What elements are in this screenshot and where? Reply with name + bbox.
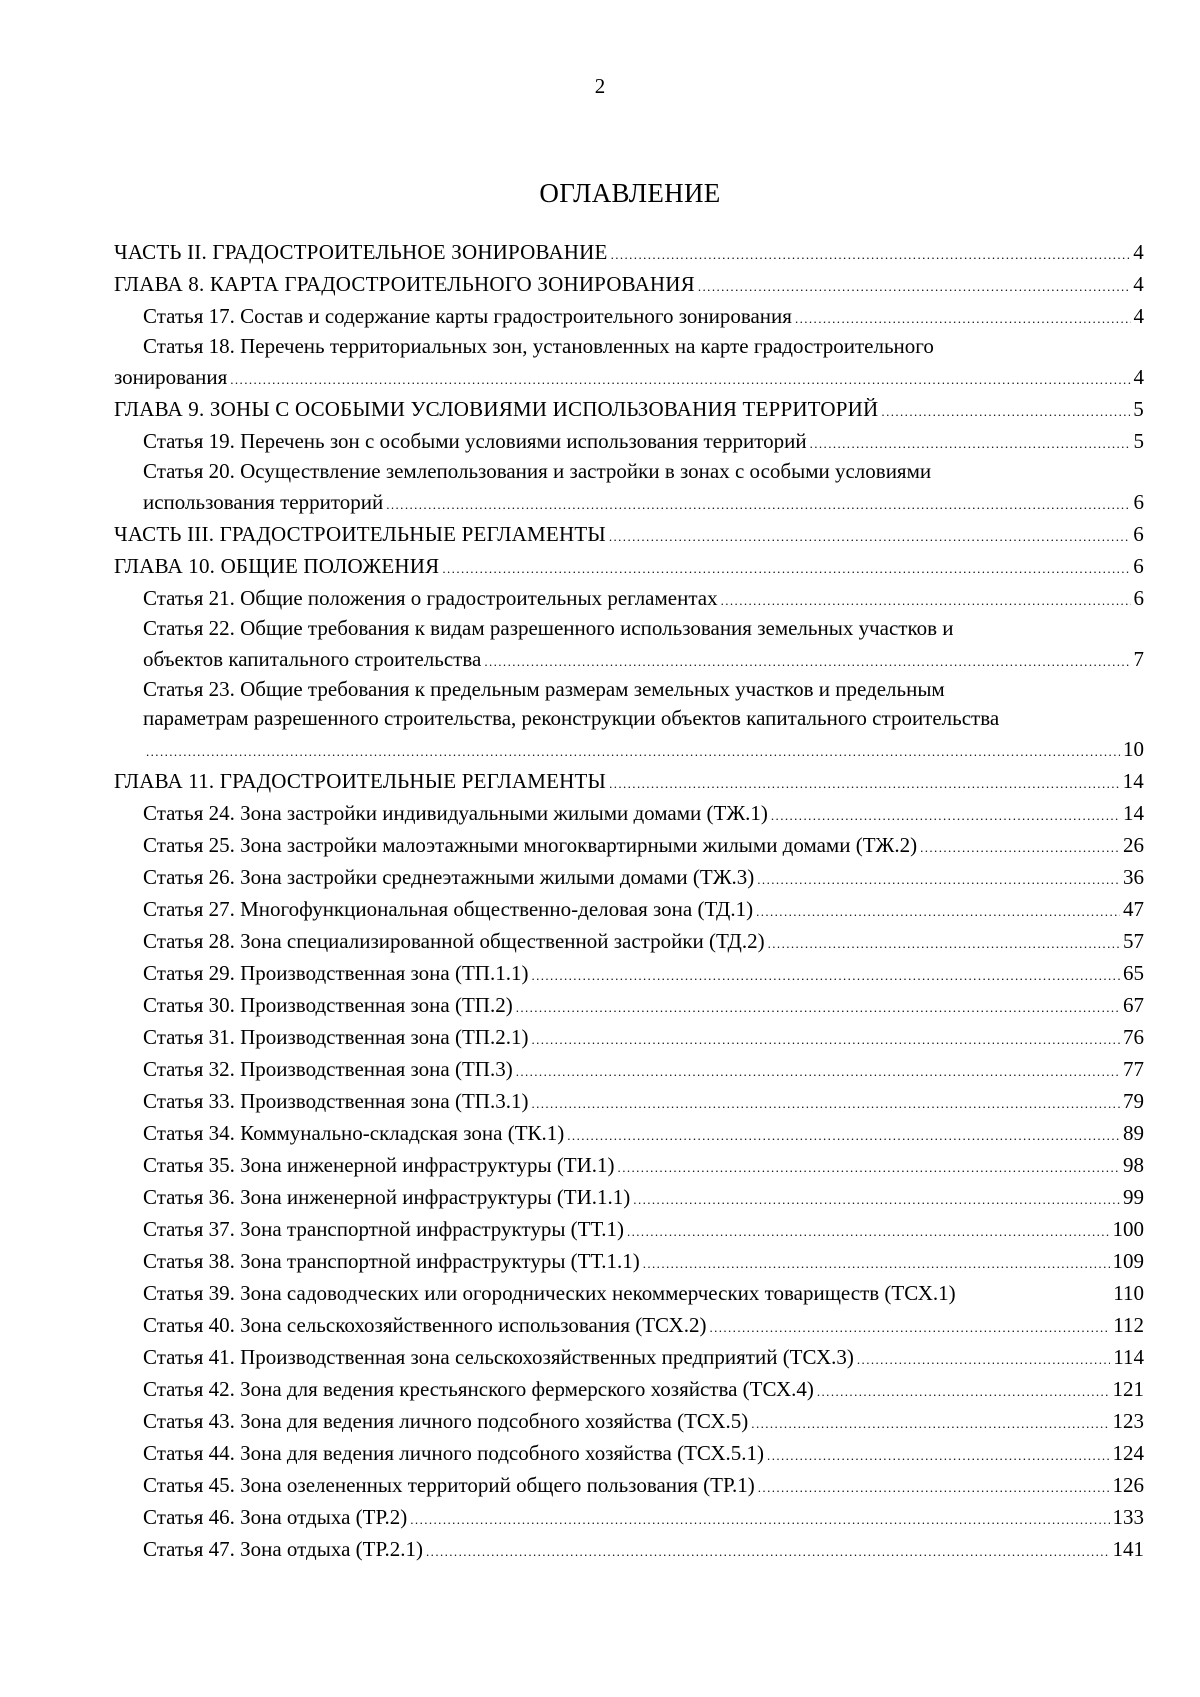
toc-page-number: 112 [1113, 1313, 1144, 1337]
toc-dot-leader [857, 1344, 1110, 1373]
toc-entry-line [143, 1437, 1144, 1469]
toc-dot-leader [756, 896, 1120, 925]
toc-dot-leader [709, 1312, 1110, 1341]
toc-article-entry[interactable] [114, 1117, 1144, 1149]
toc-entry-line [143, 1341, 1144, 1373]
toc-article-entry[interactable] [114, 425, 1144, 457]
toc-article-entry[interactable] [114, 675, 1144, 765]
toc-article-entry[interactable] [114, 1245, 1144, 1277]
toc-page-number: 6 [1133, 554, 1144, 578]
toc-entry-line [143, 861, 1144, 893]
toc-entry-title: Статья 34. Коммунально-складская зона (ТК.1) [143, 1121, 565, 1145]
toc-dot-leader [410, 1504, 1109, 1533]
toc-page-number: 4 [1133, 304, 1144, 328]
toc-page-number: 7 [1133, 647, 1144, 671]
toc-entry-title: ГЛАВА 11. ГРАДОСТРОИТЕЛЬНЫЕ РЕГЛАМЕНТЫ [114, 769, 607, 793]
toc-dot-leader [920, 832, 1120, 861]
toc-dot-leader [757, 864, 1120, 893]
toc-entry-title: Статья 40. Зона сельскохозяйственного использования (ТСХ.2) [143, 1313, 707, 1337]
toc-entry-line [143, 1469, 1144, 1501]
toc-article-entry[interactable] [114, 457, 1144, 518]
toc-entry-line [114, 361, 1144, 393]
toc-entry-line [143, 300, 1144, 332]
toc-page-number: 6 [1133, 522, 1144, 546]
toc-entry-title: Статья 41. Производственная зона сельскохозяйственных предприятий (ТСХ.3) [143, 1345, 854, 1369]
toc-article-entry[interactable] [114, 1501, 1144, 1533]
toc-entry-line [114, 518, 1144, 550]
toc-entry-title: Статья 19. Перечень зон с особыми условиями использования территорий [143, 429, 807, 453]
page-number: 2 [594, 74, 606, 98]
toc-entry-title: Статья 17. Состав и содержание карты градостроительного зонирования [143, 304, 792, 328]
toc-page-number: 5 [1133, 429, 1144, 453]
toc-page-number: 14 [1122, 769, 1144, 793]
toc-page-number: 10 [1123, 737, 1144, 761]
toc-article-entry[interactable] [114, 1373, 1144, 1405]
toc-article-entry[interactable] [114, 1437, 1144, 1469]
toc-dot-leader [531, 1088, 1120, 1117]
toc-dot-leader [758, 1472, 1110, 1501]
toc-entry-line [143, 1213, 1144, 1245]
toc-page-number: 121 [1112, 1377, 1144, 1401]
toc-section-entry[interactable] [114, 765, 1144, 797]
toc-entry-line [143, 1117, 1144, 1149]
toc-entry-line [143, 925, 1144, 957]
toc-article-entry[interactable] [114, 582, 1144, 614]
toc-page-number: 36 [1123, 865, 1144, 889]
toc-page-number: 6 [1133, 490, 1144, 514]
toc-entry-line [143, 1405, 1144, 1437]
toc-entry-title-line: Статья 18. Перечень территориальных зон, установленных на карте градостроительного [143, 334, 934, 358]
toc-entry-title: Статья 21. Общие положения о градостроительных регламентах [143, 586, 718, 610]
toc-page-number: 98 [1123, 1153, 1144, 1177]
toc-entry-line [114, 393, 1144, 425]
toc-entry-title: использования территорий [143, 490, 384, 514]
toc-entry-title: ГЛАВА 8. КАРТА ГРАДОСТРОИТЕЛЬНОГО ЗОНИРОВАНИЯ [114, 272, 695, 296]
toc-entry-title: Статья 36. Зона инженерной инфраструктуры (ТИ.1.1) [143, 1185, 631, 1209]
toc-entry-title: Статья 35. Зона инженерной инфраструктуры (ТИ.1) [143, 1153, 615, 1177]
toc-dot-leader [531, 1024, 1120, 1053]
toc-article-entry[interactable] [114, 893, 1144, 925]
toc-section-entry[interactable] [114, 236, 1144, 268]
toc-page-number: 114 [1113, 1345, 1144, 1369]
toc-entry-title: зонирования [114, 365, 228, 389]
toc-article-entry[interactable] [114, 925, 1144, 957]
toc-entry-title: Статья 44. Зона для ведения личного подсобного хозяйства (ТСХ.5.1) [143, 1441, 765, 1465]
toc-entry-line [143, 829, 1144, 861]
toc-article-entry[interactable] [114, 1533, 1144, 1565]
toc-page-number: 67 [1123, 993, 1144, 1017]
toc-article-entry[interactable] [114, 829, 1144, 861]
toc-title: ОГЛАВЛЕНИЕ [539, 178, 721, 208]
toc-article-entry[interactable] [114, 614, 1144, 675]
table-of-contents [114, 236, 1144, 1565]
toc-entry-title-line: Статья 22. Общие требования к видам разрешенного использования земельных участков и [143, 616, 954, 640]
toc-entry-line [143, 643, 1144, 675]
toc-article-entry[interactable] [114, 1277, 1144, 1309]
toc-entry-title: Статья 45. Зона озелененных территорий общего пользования (ТР.1) [143, 1473, 755, 1497]
toc-page-number: 110 [1113, 1281, 1144, 1305]
toc-section-entry[interactable] [114, 518, 1144, 550]
toc-page-number: 76 [1123, 1025, 1144, 1049]
toc-page-number: 141 [1112, 1537, 1144, 1561]
toc-entry-line [143, 486, 1144, 518]
toc-page-number: 100 [1112, 1217, 1144, 1241]
toc-entry-title: Статья 47. Зона отдыха (ТР.2.1) [143, 1537, 424, 1561]
toc-dot-leader [426, 1536, 1109, 1565]
toc-article-entry[interactable] [114, 797, 1144, 829]
toc-entry-title: Статья 42. Зона для ведения крестьянского фермерского хозяйства (ТСХ.4) [143, 1377, 814, 1401]
toc-article-entry[interactable] [114, 1149, 1144, 1181]
toc-entry-title-line: параметрам разрешенного строительства, реконструкции объектов капитального строительства [143, 706, 1000, 730]
toc-dot-leader [386, 489, 1130, 518]
toc-entry-line [143, 1373, 1144, 1405]
toc-entry-line [143, 797, 1144, 829]
toc-dot-leader [484, 646, 1130, 675]
toc-page-number: 123 [1112, 1409, 1144, 1433]
toc-dot-leader [771, 800, 1120, 829]
toc-dot-leader [721, 585, 1131, 614]
toc-entry-line [143, 1149, 1144, 1181]
toc-article-entry[interactable] [114, 300, 1144, 332]
toc-dot-leader [751, 1408, 1109, 1437]
toc-entry-title: Статья 26. Зона застройки среднеэтажными жилыми домами (ТЖ.3) [143, 865, 755, 889]
toc-entry-title: Статья 46. Зона отдыха (ТР.2) [143, 1505, 408, 1529]
toc-dot-leader [768, 928, 1120, 957]
toc-dot-leader [531, 960, 1120, 989]
toc-dot-leader [795, 303, 1131, 332]
toc-entry-title: Статья 27. Многофункциональная общественно-деловая зона (ТД.1) [143, 897, 754, 921]
toc-entry-title: Статья 25. Зона застройки малоэтажными многоквартирными жилыми домами (ТЖ.2) [143, 833, 918, 857]
toc-article-entry[interactable] [114, 1021, 1144, 1053]
toc-dot-leader [643, 1248, 1110, 1277]
toc-dot-leader [611, 239, 1131, 268]
toc-entry-title: Статья 30. Производственная зона (ТП.2) [143, 993, 513, 1017]
toc-entry-title: ГЛАВА 9. ЗОНЫ С ОСОБЫМИ УСЛОВИЯМИ ИСПОЛЬЗОВАНИЯ ТЕРРИТОРИЙ [114, 397, 879, 421]
toc-entry-title: Статья 33. Производственная зона (ТП.3.1) [143, 1089, 529, 1113]
toc-dot-leader [767, 1440, 1109, 1469]
toc-entry-title: Статья 31. Производственная зона (ТП.2.1) [143, 1025, 529, 1049]
toc-page-number: 126 [1112, 1473, 1144, 1497]
toc-page-number: 124 [1112, 1441, 1144, 1465]
toc-entry-line [143, 1245, 1144, 1277]
toc-dot-leader [516, 992, 1120, 1021]
toc-entry-line [143, 733, 1144, 765]
toc-entry-line [143, 582, 1144, 614]
toc-entry-line [114, 550, 1144, 582]
toc-page-number: 57 [1123, 929, 1144, 953]
toc-entry-line [143, 1501, 1144, 1533]
toc-article-entry[interactable] [114, 1309, 1144, 1341]
toc-section-entry[interactable] [114, 268, 1144, 300]
toc-article-entry[interactable] [114, 1181, 1144, 1213]
toc-entry-line [143, 425, 1144, 457]
toc-entry-title: Статья 37. Зона транспортной инфраструктуры (ТТ.1) [143, 1217, 624, 1241]
toc-section-entry[interactable] [114, 393, 1144, 425]
toc-entry-line [143, 1309, 1144, 1341]
toc-article-entry[interactable] [114, 989, 1144, 1021]
toc-article-entry[interactable] [114, 1405, 1144, 1437]
toc-entry-title-line: Статья 20. Осуществление землепользования и застройки в зонах с особыми условиями [143, 459, 932, 483]
toc-dot-leader [516, 1056, 1120, 1085]
toc-entry-line [114, 765, 1144, 797]
toc-article-entry[interactable] [114, 1085, 1144, 1117]
toc-page-number: 77 [1123, 1057, 1144, 1081]
toc-dot-leader [810, 428, 1131, 457]
toc-entry-title: ЧАСТЬ III. ГРАДОСТРОИТЕЛЬНЫЕ РЕГЛАМЕНТЫ [114, 522, 606, 546]
toc-page-number: 4 [1133, 272, 1144, 296]
toc-dot-leader [442, 553, 1130, 582]
toc-dot-leader [627, 1216, 1110, 1245]
toc-entry-line [143, 1181, 1144, 1213]
toc-article-entry[interactable] [114, 1213, 1144, 1245]
toc-page-number: 133 [1112, 1505, 1144, 1529]
toc-article-entry[interactable] [114, 332, 1144, 393]
toc-page-number: 99 [1123, 1185, 1144, 1209]
toc-entry-title: ЧАСТЬ II. ГРАДОСТРОИТЕЛЬНОЕ ЗОНИРОВАНИЕ [114, 240, 608, 264]
toc-page-number: 89 [1123, 1121, 1144, 1145]
toc-dot-leader [609, 521, 1130, 550]
toc-dot-leader [567, 1120, 1120, 1149]
toc-entry-title: Статья 28. Зона специализированной общественной застройки (ТД.2) [143, 929, 765, 953]
toc-entry-line [143, 1277, 1144, 1309]
toc-article-entry[interactable] [114, 957, 1144, 989]
toc-dot-leader [698, 271, 1130, 300]
toc-page-number: 26 [1123, 833, 1144, 857]
toc-entry-line [143, 957, 1144, 989]
toc-page-number: 47 [1123, 897, 1144, 921]
toc-entry-title: Статья 43. Зона для ведения личного подсобного хозяйства (ТСХ.5) [143, 1409, 749, 1433]
toc-page-number: 6 [1133, 586, 1144, 610]
toc-entry-line [143, 1021, 1144, 1053]
toc-page-number: 4 [1133, 365, 1144, 389]
toc-entry-line [114, 236, 1144, 268]
toc-dot-leader [146, 736, 1120, 765]
toc-page-number: 79 [1123, 1089, 1144, 1113]
toc-dot-leader [817, 1376, 1110, 1405]
toc-article-entry[interactable] [114, 861, 1144, 893]
toc-page-number: 65 [1123, 961, 1144, 985]
toc-dot-leader [633, 1184, 1120, 1213]
toc-entry-title-line: Статья 23. Общие требования к предельным размерам земельных участков и предельным [143, 677, 945, 701]
toc-entry-title: Статья 24. Зона застройки индивидуальными жилыми домами (ТЖ.1) [143, 801, 768, 825]
toc-dot-leader [609, 768, 1120, 797]
toc-page-number: 4 [1133, 240, 1144, 264]
toc-page-number: 14 [1123, 801, 1144, 825]
toc-entry-line [143, 1053, 1144, 1085]
toc-entry-line [143, 1533, 1144, 1565]
toc-article-entry[interactable] [114, 1053, 1144, 1085]
toc-article-entry[interactable] [114, 1469, 1144, 1501]
toc-entry-line [143, 893, 1144, 925]
toc-dot-leader [881, 396, 1130, 425]
toc-entry-title: Статья 38. Зона транспортной инфраструктуры (ТТ.1.1) [143, 1249, 640, 1273]
toc-entry-line [114, 268, 1144, 300]
toc-entry-title: Статья 29. Производственная зона (ТП.1.1) [143, 961, 529, 985]
toc-entry-title: Статья 39. Зона садоводческих или огороднических некоммерческих товариществ (ТСХ.1) [143, 1281, 956, 1305]
toc-entry-line [143, 989, 1144, 1021]
toc-entry-title: Статья 32. Производственная зона (ТП.3) [143, 1057, 513, 1081]
toc-page-number: 109 [1112, 1249, 1144, 1273]
toc-entry-line [143, 1085, 1144, 1117]
toc-entry-title: ГЛАВА 10. ОБЩИЕ ПОЛОЖЕНИЯ [114, 554, 440, 578]
toc-section-entry[interactable] [114, 550, 1144, 582]
toc-dot-leader [618, 1152, 1120, 1181]
toc-article-entry[interactable] [114, 1341, 1144, 1373]
toc-page-number: 5 [1133, 397, 1144, 421]
toc-entry-title: объектов капитального строительства [143, 647, 482, 671]
toc-dot-leader [230, 364, 1130, 393]
